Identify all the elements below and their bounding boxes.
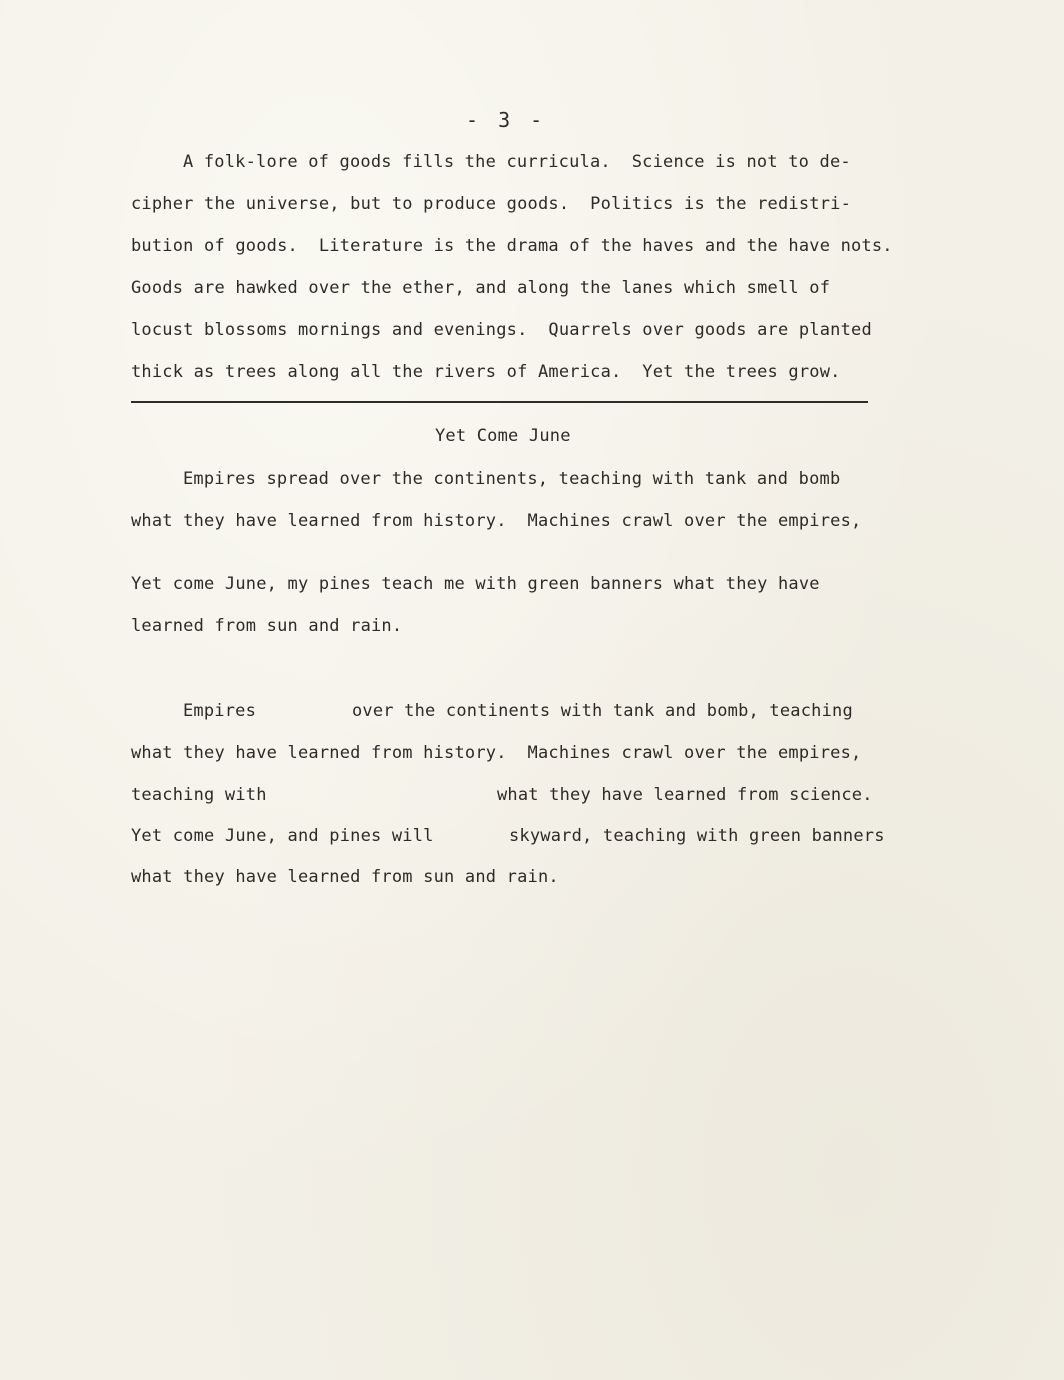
text-line: cipher the universe, but to produce goods. Politics is the redistri- bbox=[131, 194, 852, 214]
text-line: Yet come June, my pines teach me with green banners what they have bbox=[131, 574, 820, 594]
text-line: teaching with bbox=[131, 785, 267, 805]
text-line: Empires bbox=[183, 701, 257, 721]
text-line: what they have learned from history. Machines crawl over the empires, bbox=[131, 511, 862, 531]
text-line: what they have learned from sun and rain. bbox=[131, 867, 559, 887]
text-line: bution of goods. Literature is the drama of the haves and the have nots. bbox=[131, 236, 893, 256]
page-number: - 3 - bbox=[466, 108, 547, 132]
text-line: thick as trees along all the rivers of America. Yet the trees grow. bbox=[131, 362, 841, 382]
text-line: what they have learned from science. bbox=[497, 785, 873, 805]
text-line: learned from sun and rain. bbox=[131, 616, 403, 636]
text-line: what they have learned from history. Machines crawl over the empires, bbox=[131, 743, 862, 763]
text-line: Empires spread over the continents, teaching with tank and bomb bbox=[183, 469, 841, 489]
text-line: A folk-lore of goods fills the curricula. Science is not to de- bbox=[183, 152, 851, 172]
text-line: over the continents with tank and bomb, teaching bbox=[352, 701, 853, 721]
horizontal-rule bbox=[131, 401, 868, 403]
text-line: locust blossoms mornings and evenings. Quarrels over goods are planted bbox=[131, 320, 872, 340]
section-title: Yet Come June bbox=[435, 426, 571, 446]
text-line: skyward, teaching with green banners bbox=[509, 826, 885, 846]
text-line: Yet come June, and pines will bbox=[131, 826, 434, 846]
text-line: Goods are hawked over the ether, and along the lanes which smell of bbox=[131, 278, 831, 298]
